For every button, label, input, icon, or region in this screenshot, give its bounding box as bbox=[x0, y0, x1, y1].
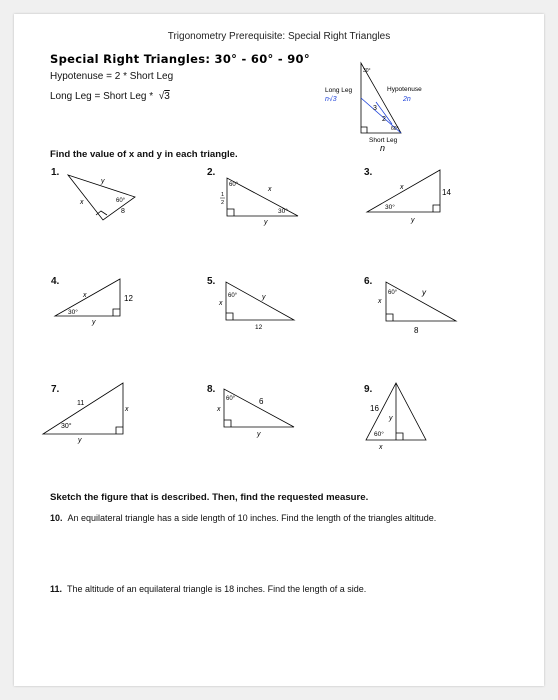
p4-label-y: y bbox=[92, 319, 96, 326]
question-11 bbox=[50, 584, 366, 594]
triangle-5 bbox=[226, 282, 294, 320]
p5-label-angle: 60° bbox=[228, 293, 238, 299]
p5-label-x: x bbox=[219, 300, 223, 307]
problem-number-7: 7. bbox=[51, 384, 60, 395]
formula-long-leg-root: 3 bbox=[164, 91, 170, 102]
p8-label-angle: 60° bbox=[226, 396, 236, 402]
triangle-6-outline bbox=[386, 282, 456, 321]
page-title: Trigonometry Prerequisite: Special Right Triangles bbox=[167, 31, 391, 42]
problem-number-2: 2. bbox=[207, 167, 216, 178]
p2-label-frac-num: 1 bbox=[221, 192, 225, 198]
p7-label-angle: 30° bbox=[61, 423, 72, 430]
ref-hypotenuse-label: Hypotenuse bbox=[387, 86, 422, 93]
triangle-5-outline bbox=[226, 282, 294, 320]
problem-number-4: 4. bbox=[51, 276, 60, 287]
p7-label-side: 11 bbox=[77, 400, 85, 407]
triangle-3-outline bbox=[367, 170, 440, 212]
reference-right-angle-mark bbox=[361, 127, 367, 133]
ref-inner-two: 2 bbox=[382, 116, 386, 123]
problem-number-5: 5. bbox=[207, 276, 216, 287]
instructions: Find the value of x and y in each triangle. bbox=[50, 149, 238, 160]
p6-label-x: x bbox=[378, 298, 382, 305]
section-title: Special Right Triangles: 30° - 60° - 90° bbox=[50, 52, 310, 66]
p1-label-side: 8 bbox=[121, 208, 125, 215]
p3-label-angle: 30° bbox=[385, 204, 395, 211]
question-10-text: An equilateral triangle has a side length of 10 inches. Find the length of the triangles altitude. bbox=[67, 513, 437, 523]
p2-label-y: y bbox=[264, 219, 268, 226]
triangle-3 bbox=[367, 170, 440, 212]
p5-label-side: 12 bbox=[255, 324, 263, 331]
p2-label-angle30: 30° bbox=[278, 208, 288, 215]
p3-label-side: 14 bbox=[442, 188, 451, 197]
p3-label-y: y bbox=[411, 217, 415, 224]
ref-short-leg-value: n bbox=[380, 143, 386, 153]
p9-label-x: x bbox=[379, 444, 383, 451]
problem-number-3: 3. bbox=[364, 167, 373, 178]
p8-label-side: 6 bbox=[259, 397, 264, 406]
question-10-number: 10. bbox=[50, 513, 63, 523]
p8-label-x: x bbox=[217, 406, 221, 413]
ref-angle-top: 30° bbox=[363, 68, 371, 74]
p4-label-x: x bbox=[83, 292, 87, 299]
formula-long-leg-text: Long Leg = Short Leg * bbox=[50, 91, 154, 102]
triangle-6 bbox=[386, 282, 456, 321]
p5-label-y: y bbox=[262, 294, 266, 301]
triangle-5-right-angle-mark bbox=[226, 313, 233, 320]
p1-label-angle: 60° bbox=[116, 198, 126, 204]
p3-label-x: x bbox=[400, 184, 404, 191]
triangle-7 bbox=[43, 383, 123, 434]
problem-number-8: 8. bbox=[207, 384, 216, 395]
p4-label-angle: 30° bbox=[68, 309, 78, 316]
triangle-4-right-angle-mark bbox=[113, 309, 120, 316]
p2-label-angle60: 60° bbox=[229, 182, 239, 188]
ref-short-leg-label: Short Leg bbox=[369, 137, 398, 144]
triangle-8-outline bbox=[224, 389, 294, 427]
p7-label-y: y bbox=[78, 437, 82, 444]
formula-hypotenuse: Hypotenuse = 2 * Short Leg bbox=[50, 71, 174, 82]
p6-label-angle: 60° bbox=[388, 290, 398, 296]
triangle-2-right-angle-mark bbox=[227, 209, 234, 216]
triangle-9-right-angle-mark bbox=[396, 433, 403, 440]
triangle-8 bbox=[224, 389, 294, 427]
problem-number-6: 6. bbox=[364, 276, 373, 287]
triangle-3-right-angle-mark bbox=[433, 205, 440, 212]
p1-label-y: y bbox=[101, 178, 105, 185]
ref-inner-root: 3 bbox=[373, 105, 377, 112]
triangle-4 bbox=[55, 279, 120, 316]
p4-label-side: 12 bbox=[124, 294, 133, 303]
problem-number-1: 1. bbox=[51, 167, 60, 178]
ref-hypotenuse-value: 2n bbox=[403, 96, 411, 103]
triangle-8-right-angle-mark bbox=[224, 420, 231, 427]
sqrt-symbol: √ bbox=[155, 91, 165, 102]
ref-angle-bottom: 60° bbox=[391, 126, 399, 132]
problem-number-9: 9. bbox=[364, 384, 373, 395]
p2-label-x: x bbox=[268, 186, 272, 193]
p6-label-y: y bbox=[422, 288, 426, 297]
triangle-4-outline bbox=[55, 279, 120, 316]
triangle-7-outline bbox=[43, 383, 123, 434]
question-11-text: The altitude of an equilateral triangle is 18 inches. Find the length of a side. bbox=[67, 584, 367, 594]
question-11-number: 11. bbox=[50, 584, 63, 594]
ref-long-leg-value: n√3 bbox=[325, 96, 337, 103]
p7-label-x: x bbox=[125, 406, 129, 413]
p9-label-y: y bbox=[389, 415, 393, 422]
triangle-7-right-angle-mark bbox=[116, 427, 123, 434]
ref-long-leg-label: Long Leg bbox=[325, 87, 353, 94]
p6-label-side: 8 bbox=[414, 326, 419, 335]
p2-label-frac-den: 2 bbox=[221, 200, 225, 206]
p8-label-y: y bbox=[257, 431, 261, 438]
sketch-heading: Sketch the figure that is described. Then, find the requested measure. bbox=[50, 492, 369, 503]
p1-label-x: x bbox=[80, 199, 84, 206]
question-10 bbox=[50, 513, 436, 523]
triangle-6-right-angle-mark bbox=[386, 314, 393, 321]
p9-label-angle: 60° bbox=[374, 431, 384, 438]
p9-label-side: 16 bbox=[370, 404, 379, 413]
